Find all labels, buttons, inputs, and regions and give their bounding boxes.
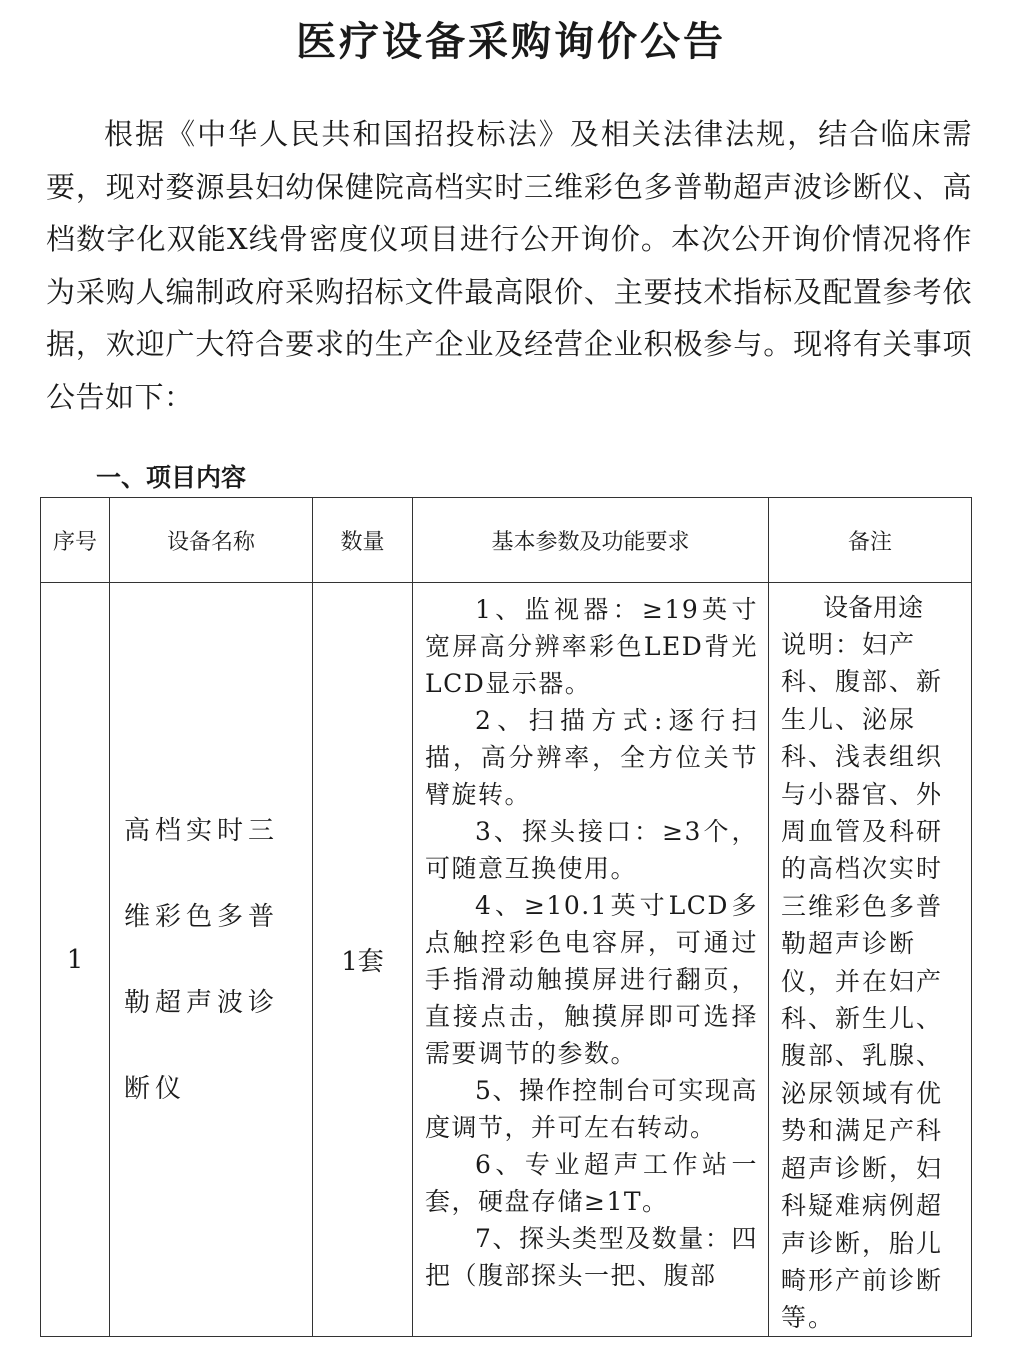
page-title: 医疗设备采购询价公告 [296,19,726,65]
header-no: 序号 [41,498,110,583]
spec-item: 3、探头接口：≥3个，可随意互换使用。 [425,817,758,883]
note-cell [769,583,972,1337]
note-title: 设备用途 [822,593,923,622]
spec-cell [413,583,769,1337]
intro-paragraph: 根据《中华人民共和国招投标法》及相关法律法规，结合临床需要，现对婺源县妇幼保健院高档实时三维彩色多普勒超声波诊断仪、高档数字化双能X线骨密度仪项目进行公开询价。本次公开询价情况将作为采购人编制政府采购招标文件最高限价、主要技术指标及配置参考依据，欢迎广大符合要求的生产企业及经营企业积极参与。现将有关事项公告如下： [46,117,972,414]
spec-item: 6、专业超声工作站一套，硬盘存储≥1T。 [425,1150,758,1216]
note-content [769,583,971,1336]
quantity: 1套 [313,583,413,1337]
spec-item: 2、扫描方式:逐行扫描，高分辨率，全方位关节臂旋转。 [425,706,758,809]
device-name-cell [110,583,313,1337]
spec-item: 4、≥10.1英寸LCD多点触控彩色电容屏，可通过手指滑动触摸屏进行翻页，直接点击，触摸屏即可选择需要调节的参数。 [425,891,758,1068]
section-heading: 一、项目内容 [96,463,247,492]
table-header-row [41,498,972,583]
header-name: 设备名称 [110,498,313,583]
project-table [40,497,972,1337]
spec-list [413,583,768,1336]
header-qty: 数量 [313,498,413,583]
row-number: 1 [41,583,110,1337]
spec-item: 5、操作控制台可实现高度调节，并可左右转动。 [425,1076,758,1142]
spec-item: 1、监视器：≥19英寸宽屏高分辨率彩色LED背光LCD显示器。 [425,595,758,698]
header-spec: 基本参数及功能要求 [413,498,769,583]
header-note: 备注 [769,498,972,583]
device-name: 高档实时三维彩色多普勒超声波诊断仪 [124,815,280,1104]
spec-item: 7、探头类型及数量：四把（腹部探头一把、腹部 [425,1224,758,1290]
table-row [41,583,972,1337]
note-text: 说明：妇产科、腹部、新生儿、泌尿科、浅表组织与小器官、外周血管及科研的高档次实时三维彩色多普勒超声诊断仪，并在妇产科、新生儿、腹部、乳腺、泌尿领域有优势和满足产科超声诊断，妇科疑难病例超声诊断，胎儿畸形产前诊断等。 [781,630,944,1333]
